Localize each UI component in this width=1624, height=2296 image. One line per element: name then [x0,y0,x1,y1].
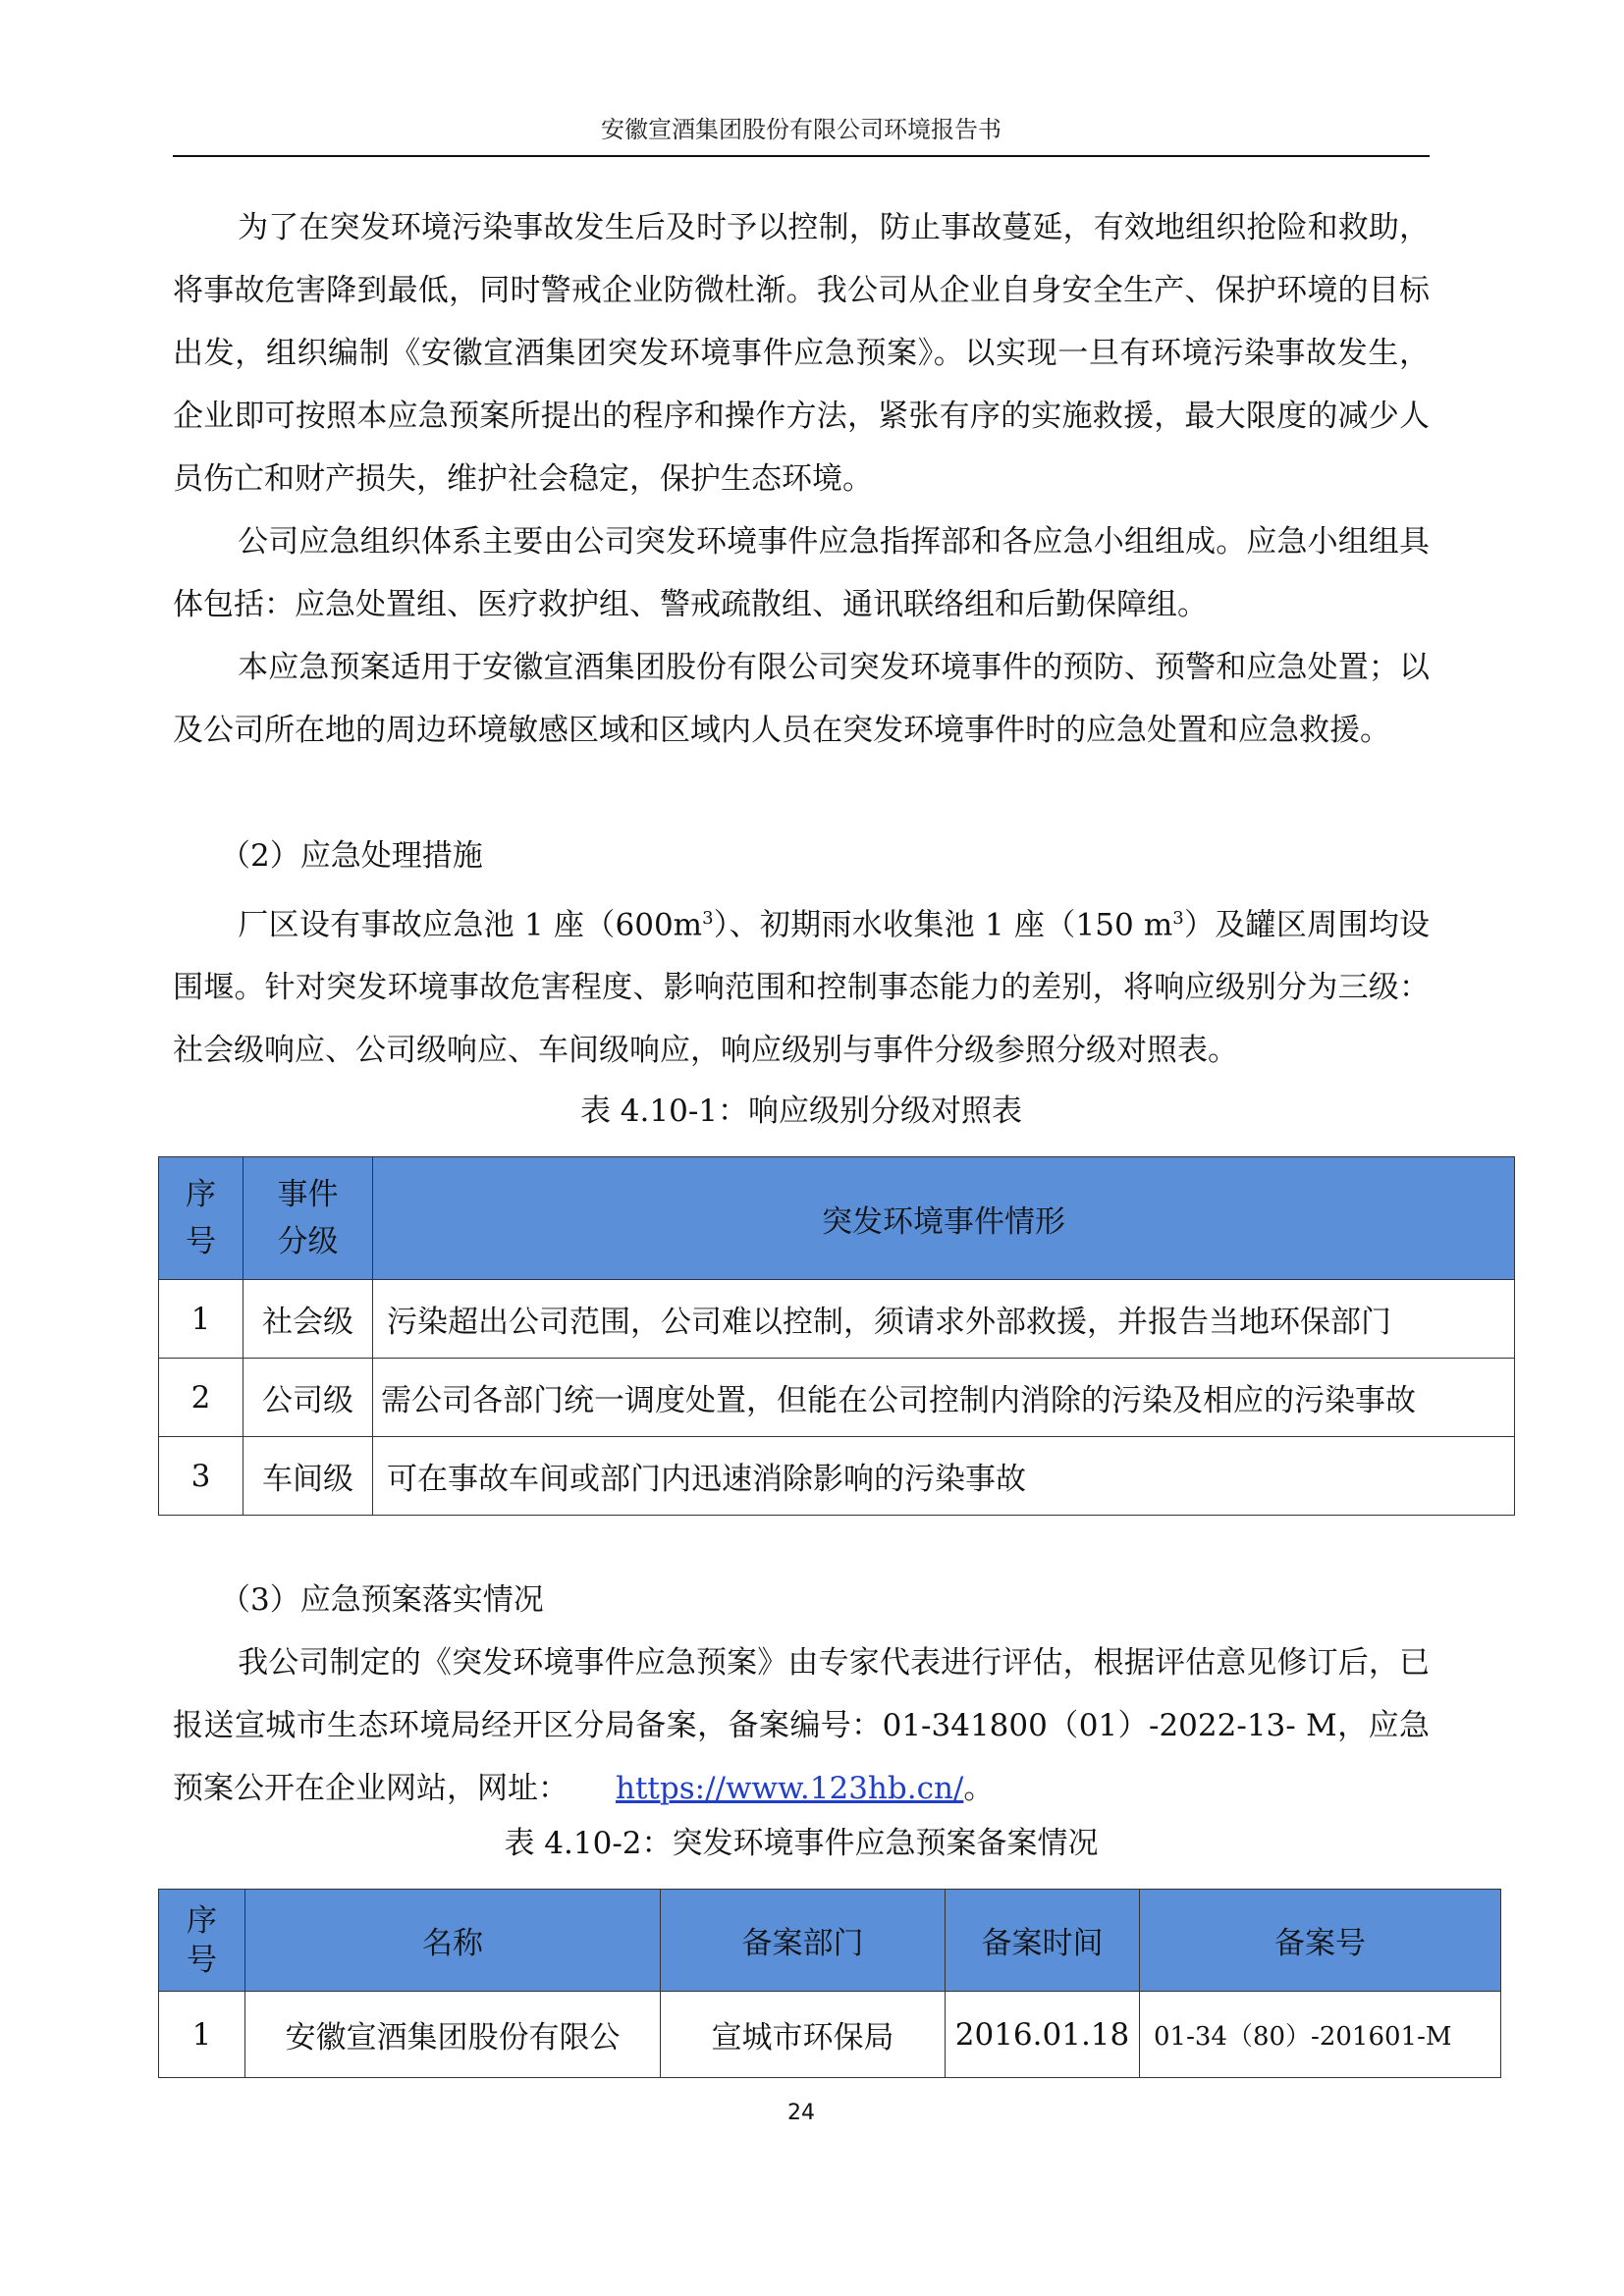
table-row [159,1992,1501,2078]
table-row [159,1437,1515,1516]
measures-text-a: 厂区设有事故应急池 1 座（600m [238,907,703,943]
table-row [159,1359,1515,1437]
paragraph-organization-text: 公司应急组织体系主要由公司突发环境事件应急指挥部和各应急小组组成。应急小组组具体包括：应急处置组、医疗救护组、警戒疏散组、通讯联络组和后勤保障组。 [173,524,1430,622]
col-header-number: 备案号 [1140,1890,1501,1992]
paragraph-measures [173,887,1430,1082]
cell-date: 2016.01.18 [946,1992,1140,2078]
page-number: 24 [787,2101,815,2125]
cubic-superscript-1: 3 [702,908,714,929]
col-header-desc: 突发环境事件情形 [373,1157,1515,1280]
paragraph-scope [173,636,1430,762]
section-heading-measures [173,825,1430,887]
cell-seq: 2 [159,1359,244,1437]
cell-dept: 宣城市环保局 [661,1992,946,2078]
col-header-level: 事件 分级 [244,1157,373,1280]
header-divider [173,155,1430,157]
section-heading-measures-text: （2）应急处理措施 [220,838,483,874]
implementation-end: 。 [963,1771,995,1806]
section-heading-implementation-text: （3）应急预案落实情况 [220,1582,544,1618]
cell-level: 车间级 [244,1437,373,1516]
paragraph-purpose [173,196,1430,510]
col-header-seq: 序 号 [159,1157,244,1280]
cell-level: 公司级 [244,1359,373,1437]
filing-record-table [158,1889,1501,2078]
table2-caption: 表 4.10-2：突发环境事件应急预案备案情况 [504,1826,1099,1861]
col-header-date: 备案时间 [946,1890,1140,1992]
col-header-dept: 备案部门 [661,1890,946,1992]
cell-level: 社会级 [244,1280,373,1359]
measures-text-b: ）、初期雨水收集池 1 座（150 m [713,907,1173,943]
section-heading-implementation [173,1569,1430,1631]
response-level-table [158,1156,1515,1516]
cell-desc: 可在事故车间或部门内迅速消除影响的污染事故 [373,1437,1515,1516]
website-link[interactable]: https://www.123hb.cn/ [616,1771,964,1806]
table1-caption: 表 4.10-1：响应级别分级对照表 [579,1094,1023,1129]
paragraph-scope-text: 本应急预案适用于安徽宣酒集团股份有限公司突发环境事件的预防、预警和应急处置；以及公司所在地的周边环境敏感区域和区域内人员在突发环境事件时的应急处置和应急救援。 [173,650,1430,748]
table-header-row [159,1890,1501,1992]
cell-number: 01-34（80）-201601-M [1140,1992,1501,2078]
page-header-title: 安徽宣酒集团股份有限公司环境报告书 [601,116,1001,143]
cell-seq: 3 [159,1437,244,1516]
col-header-seq: 序 号 [159,1890,245,1992]
paragraph-organization [173,510,1430,636]
cell-desc: 污染超出公司范围，公司难以控制，须请求外部救援，并报告当地环保部门 [373,1280,1515,1359]
cell-name: 安徽宣酒集团股份有限公 [245,1992,661,2078]
implementation-text: 我公司制定的《突发环境事件应急预案》由专家代表进行评估，根据评估意见修订后，已报送宣城市生态环境局经开区分局备案，备案编号：01-341800（01）-2022-13- M，应急预案公开在企业网站，网址： [173,1645,1430,1806]
cell-seq: 1 [159,1992,245,2078]
cell-seq: 1 [159,1280,244,1359]
cubic-superscript-2: 3 [1172,908,1184,929]
paragraph-implementation [173,1631,1430,1820]
cell-desc: 需公司各部门统一调度处置，但能在公司控制内消除的污染及相应的污染事故 [373,1359,1515,1437]
table-row [159,1280,1515,1359]
col-header-name: 名称 [245,1890,661,1992]
measures-text-c: ）及罐区周围均设围堰。针对突发环境事故危害程度、影响范围和控制事态能力的差别，将响应级别分为三级：社会级响应、公司级响应、车间级响应，响应级别与事件分级参照分级对照表。 [173,907,1430,1069]
paragraph-purpose-text: 为了在突发环境污染事故发生后及时予以控制，防止事故蔓延，有效地组织抢险和救助，将事故危害降到最低，同时警戒企业防微杜渐。我公司从企业自身安全生产、保护环境的目标出发，组织编制《安徽宣酒集团突发环境事件应急预案》。以实现一旦有环境污染事故发生，企业即可按照本应急预案所提出的程序和操作方法，紧张有序的实施救援，最大限度的减少人员伤亡和财产损失，维护社会稳定，保护生态环境。 [173,210,1430,497]
table-header-row [159,1157,1515,1280]
